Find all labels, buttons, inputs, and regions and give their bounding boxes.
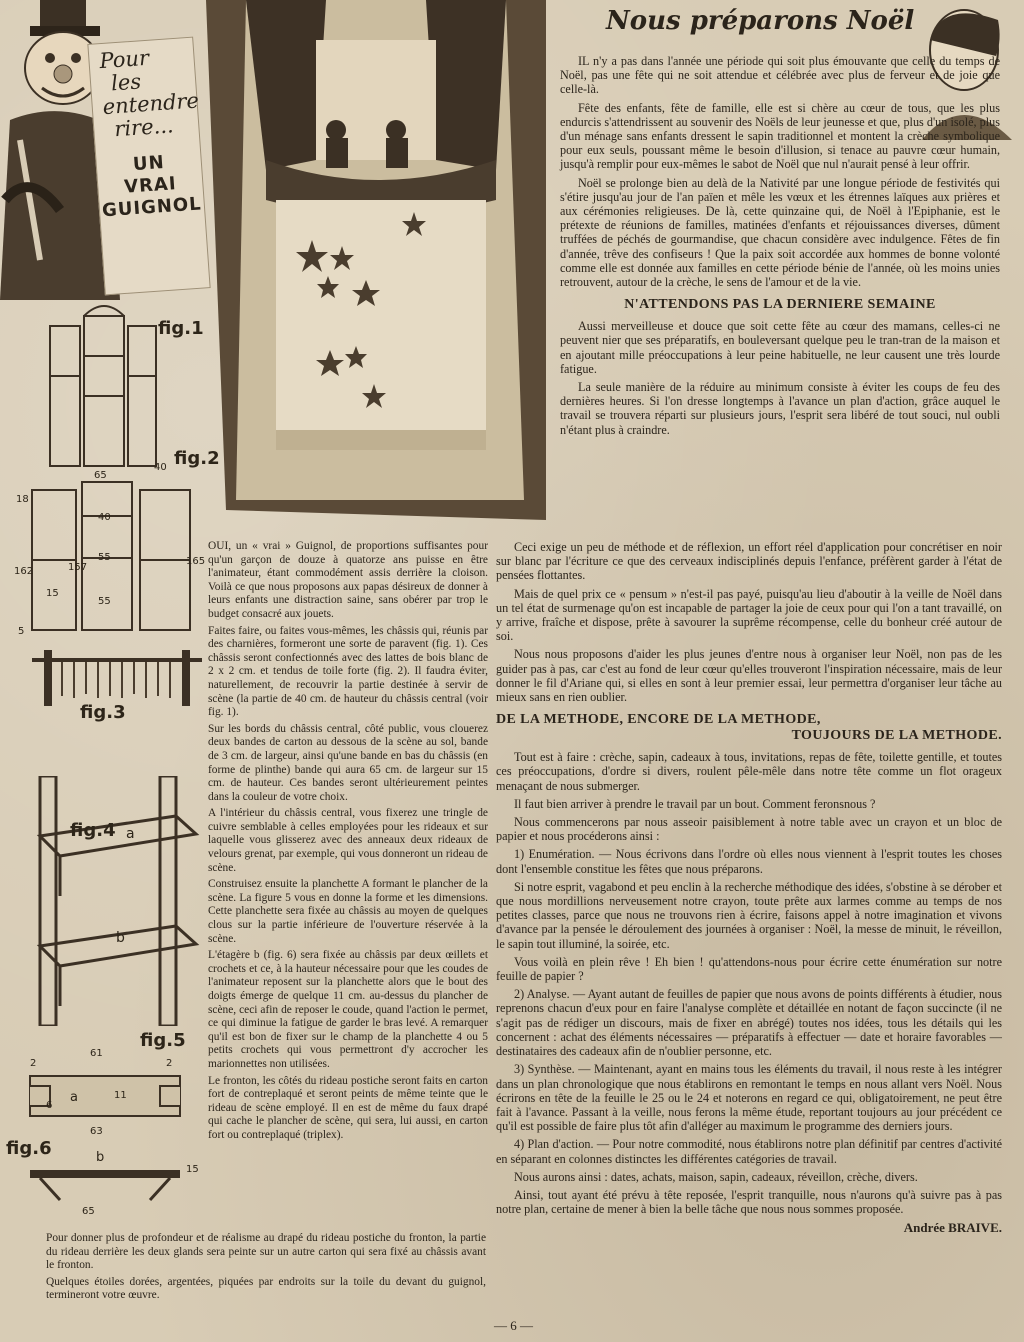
fig1-screen-drawing [40, 296, 160, 476]
right-article-column [560, 54, 1000, 441]
dim-65: 65 [94, 470, 107, 481]
section2-paragraph: Tout est à faire : crèche, sapin, cadeaux à tous, invitations, repas de fête, toilette gentille, et toutes ces préoccupations, d'ordre si divers, roulent pêle-mêle dans notre tête comme un flot orageux menaçant de nous submerger. [496, 750, 1002, 793]
fig6-b: b [96, 1150, 105, 1165]
promo-script-4: rire... [113, 113, 175, 142]
intro-paragraph: Noël se prolonge bien au delà de la Nativité par une longue période de festivités qui s'étire jusqu'au jour de l'an païen et mêle les vœux et les étrennes laïques aux prières et aux cérémonies religieuses. De là, cette quinzaine qui, de Noël à l'Epiphanie, est le prétexte de réunions de familles, matinées d'enfants et réjouissances diverses, dûment truffées de péchés de gourmandise, que chacun considère avec indulgence. Fêtes de fin d'année, trêve des confiseurs ! Que la paix soit accordée aux hommes de bonne volonté comme elle est donnée aux familles en cette période bénie de l'année, où les moins unies retrouvent, autour de la crèche, le sens de l'amour et de la vie. [560, 175, 1000, 290]
dim-162: 162 [14, 566, 34, 577]
left-paragraph: Faites faire, ou faites vous-mêmes, les châssis qui, réunis par des charnières, formeront une sorte de paravent (fig. 1). Ces châssis seront confectionnés avec des lattes de bois blanc de 2 x 2 cm. et tendus de toile forte (fig. 2). Il faudra éviter, naturellement, de recouvrir la partie destinée à servir de scène (la partie de 40 cm. de hauteur du châssis central (voir fig. 1). [208, 624, 488, 719]
section2-paragraph: Il faut bien arriver à prendre le travail par un bout. Comment feronsnous ? [514, 796, 876, 811]
fig5-2b: 2 [166, 1058, 173, 1069]
section2-paragraph: Ainsi, tout ayant été prévu à tête reposée, l'esprit tranquille, nous n'aurons qu'à suivre pas à pas notre plan, certaine de mener à bien la belle tâche que nous nous sommes proposée. [496, 1187, 1002, 1217]
promo-title-2: VRAI [123, 173, 178, 198]
fig5-11: 11 [114, 1090, 127, 1101]
dim-55b: 55 [98, 596, 111, 607]
right-article-lower [496, 540, 1002, 1236]
left-paragraph: L'étagère b (fig. 6) sera fixée au châssis par deux œillets et crochets et ce, à la hauteur nécessaire pour que les coudes de l'animateur reposent sur la planchette alors que le bout des doigts émerge de quelque 11 cm. au-dessus du plancher de scène, ceci afin de reposer le coude, quand l'action le permet, ce qui diminue la fatigue de garder le bras levé. A remarquer qu'il est bon de fixer sur le champ de la planchette 4 ou 5 petits crochets qui vous permettront d'y accrocher les marionnettes non utilisées. [208, 949, 488, 1070]
fig4-label: fig.4 [70, 820, 116, 841]
article-title: Nous préparons Noël [606, 6, 915, 36]
section1-paragraph: Nous nous proposons d'aider les plus jeunes d'entre nous à organiser leur Noël, non pas de les guider pas à pas, car c'est au fond de leur cœur qu'elles trouveront l'inspiration nécessaire, mais de leur donner le fil d'Ariane qui, si elles en sont à leur premier essai, leur permettra d'organiser leur tâche au mieux sans en rien oublier. [496, 647, 1002, 705]
promo-title-1: UN [132, 151, 166, 176]
section1-paragraph: Aussi merveilleuse et douce que soit cette fête au cœur des mamans, celles-ci ne peuvent nier que ses préparatifs, en bouleversant quelque peu le tran-tran de la maison et en ajoutant mille préoccupations à leur peine habituelle, ne leur causent une très lourde fatigue. [560, 319, 1000, 376]
fig6-label: fig.6 [6, 1138, 52, 1159]
section2-paragraph: 1) Enumération. — Nous écrivons dans l'ordre où elles nous viennent à l'esprit toutes les choses dont l'ensemble constitue les fêtes que nous préparons. [496, 847, 1002, 876]
promo-sign [87, 37, 210, 296]
author-signature: Andrée BRAIVE. [903, 1220, 1002, 1236]
fig6-shelf-drawing [30, 1150, 190, 1210]
left-paragraph: Quelques étoiles dorées, argentées, piquées par endroits sur la toile du devant du guignol, termineront votre œuvre. [46, 1275, 486, 1302]
dim-5: 5 [18, 626, 25, 637]
left-paragraph: A l'intérieur du châssis central, vous fixerez une tringle de cuivre semblable à celles employées pour les rideaux et sur laquelle vous glisserez avec des anneaux deux rideaux de velours grenat, par exemple, qui vous donneront un rideau de scène. [208, 807, 488, 874]
section-heading-2b: TOUJOURS DE LA METHODE. [791, 728, 1002, 744]
dim-40: 40 [154, 462, 167, 473]
section2-paragraph: Nous aurons ainsi : dates, achats, maison, sapin, cadeaux, réveillon, crèche, divers. [514, 1169, 918, 1184]
promo-title-3: GUIGNOL [101, 193, 203, 222]
fig4-b: b [116, 930, 125, 946]
dim-40b: 40 [98, 512, 111, 523]
intro-paragraph: Fête des enfants, fête de famille, elle est si chère au cœur de tous, que les plus endurcis s'attendrissent au souvenir des Noëls de leur jeunesse et que, plus d'un isolé, plus d'un ménage sans enfants dressent le sapin traditionnel et montent la crèche symbolique pour eux seuls, poussant même le besoin d'illusion, si tenace au pauvre cœur humain, jusqu'à remplir pour eux-mêmes le sabot de Noël que nul n'aurait pensé à leur offrir. [560, 100, 1000, 172]
fig4-shelf-drawing [20, 776, 206, 1026]
page-number: — 6 — [494, 1318, 533, 1333]
section2-paragraph: 4) Plan d'action. — Pour notre commodité, nous établirons notre plan définitif par centres d'activité en séparant en colonnes distinctes les différentes catégories de travail. [496, 1137, 1002, 1166]
section2-paragraph: Nous commencerons par nous asseoir paisiblement à notre table avec un crayon et un bloc de papier et nous procéderons ainsi : [496, 815, 1002, 844]
dim-165: 165 [186, 556, 206, 567]
section1-paragraph: La seule manière de la réduire au minimum consiste à éviter les coups de feu des dernières heures. Si l'on dresse longtemps à l'avance un plan d'action, grâce auquel le travail se trouvera réparti sur plusieurs jours, l'esprit sera libéré de tout souci, nul oubli n'étant plus à craindre. [560, 380, 1000, 437]
section2-paragraph: Vous voilà en plein rêve ! Eh bien ! qu'attendons-nous pour écrire cette énumération sur notre feuille de papier ? [496, 954, 1002, 984]
left-paragraph: Pour donner plus de profondeur et de réalisme au drapé du rideau postiche du fronton, la partie du rideau derrière les deux glands sera peinte sur un autre carton qui sera fixé au châssis avant le fronton. [46, 1232, 486, 1272]
fig5-63: 63 [90, 1126, 103, 1137]
fig5-2a: 2 [30, 1058, 37, 1069]
section1-paragraph: Ceci exige un peu de méthode et de réflexion, un effort réel d'application pour concrétiser en noir sur blanc par l'écriture ce que des cerveaux indisciplinés depuis l'enfance, préfèrent garder à l'état de pensées flottantes. [496, 540, 1002, 583]
left-article-tail [46, 1232, 486, 1306]
dim-15: 15 [46, 588, 59, 599]
fig3-label: fig.3 [80, 702, 126, 723]
left-paragraph: Construisez ensuite la planchette A formant le plancher de la scène. La figure 5 vous en donne la forme et les dimensions. Cette planchette sera fixée au châssis au moyen de quelques clous sur la partie inférieure de l'ouverture réservée à la scène. [208, 878, 488, 945]
promo-script-3: entendre [101, 88, 200, 120]
fig4-a: a [126, 826, 135, 842]
left-paragraph: OUI, un « vrai » Guignol, de proportions suffisantes pour qu'un garçon de douze à quatorze ans puisse en être l'animateur, étant commodément assis derrière la cloison. Voilà ce que nous proposons aux papas désireux de donner à leurs enfants une distraction saine, sans obérer par trop le budget consacré aux jouets. [208, 540, 488, 620]
promo-script-1: Pour [98, 45, 150, 74]
left-paragraph: Sur les bords du châssis central, côté public, vous clouerez deux bandes de carton au dessous de la scène au sol, bande de 3 cm. de largeur, ainsi qu'une bande en bas du châssis (en forme de plinthe) bande qui aura 65 cm. de largeur sur 15 cm. de hauteur. Ces bandes seront ultérieurement peintes dans la couleur de votre choix. [208, 722, 488, 803]
fig1-label: fig.1 [158, 318, 204, 339]
fig5-stage-floor-drawing [20, 1056, 190, 1136]
fig3-curtain-rail-drawing [22, 648, 208, 708]
fig6-65: 65 [82, 1206, 95, 1217]
dim-157: 157 [68, 562, 88, 573]
section1-paragraph: Mais de quel prix ce « pensum » n'est-il pas payé, puisqu'au lieu d'aboutir à la veille de Noël dans un tel état de surmenage qu'on est incapable de partager la joie de ceux pour qui l'on a tant travaillé, on y arrive, fraîche et dispose, prête à savourer la suprême récompense, celle du bonheur créé autour de soi. [496, 586, 1002, 644]
promo-script-2: les [110, 69, 142, 96]
fig5-a: a [70, 1090, 78, 1105]
fig5-61: 61 [90, 1048, 103, 1059]
section-heading-2a: DE LA METHODE, ENCORE DE LA METHODE, [496, 712, 821, 728]
fig2-guignol-stage [206, 0, 546, 520]
fig2-label: fig.2 [174, 448, 220, 469]
left-article-column [208, 540, 488, 1146]
section-heading-1: N'ATTENDONS PAS LA DERNIERE SEMAINE [624, 297, 936, 313]
fig5-6: 6 [46, 1100, 53, 1111]
section2-paragraph: Si notre esprit, vagabond et peu enclin à la recherche méthodique des idées, s'obstine à se dérober et que nous mordillions nerveusement notre crayon, toute prête aux larmes comme au temps de nos petites classes, parce que nous ne trouvons rien à écrire, faisons appel à notre imagination et vivons d'avance par la pensée le déroulement des journées à organiser : Noël, la messe de minuit, le réveillon, le sapin tout illuminé, la soirée, etc. [496, 879, 1002, 951]
section2-paragraph: 3) Synthèse. — Maintenant, ayant en mains tous les éléments du travail, il nous reste à les intégrer dans un plan chronologique que nous établirons en remontant le temps en nous allant vers Noël. Nous écrirons en tête de la feuille le 25 ou le 24 et noterons en regard ce qui, obligatoirement, ne peut être fait à l'avance. Passant à la veille, nous ferons la même étude, reportant toujours au jour précédent ce qu'il est possible de faire plus tôt afin d'alléger au maximum le programme des derniers jours. [496, 1062, 1002, 1134]
dim-18: 18 [16, 494, 29, 505]
left-paragraph: Le fronton, les côtés du rideau postiche seront faits en carton fort de contreplaqué et seront peints de même teinte que le rideau de scène employé. Il en est de même du faux drapé qui cache le plancher de scène, qui sera, lui aussi, en carton fort ou contreplaqué (triplex). [208, 1074, 488, 1141]
dim-55a: 55 [98, 552, 111, 563]
intro-paragraph: IL n'y a pas dans l'année une période qui soit plus émouvante que celle du temps de Noël, pas une fête qui ne soit attendue et célébrée avec plus de ferveur et de joie que celle-là. [560, 54, 1000, 97]
fig6-15: 15 [186, 1164, 199, 1175]
fig5-label: fig.5 [140, 1030, 186, 1051]
section2-paragraph: 2) Analyse. — Ayant autant de feuilles de papier que nous avons de points différents à étudier, nous reprenons chacun d'eux pour en faire l'analyse complète et détaillée en notant de façon succincte (il ne s'agit pas de rédiger un discours, mais de fixer en abrégé) toutes nos idées, tous les détails qui les concernent : achat des éléments nécessaires — préparatifs à effectuer — date et horaire favorables — destinataires des cadeaux afin de n'oublier personne, etc. [496, 987, 1002, 1059]
